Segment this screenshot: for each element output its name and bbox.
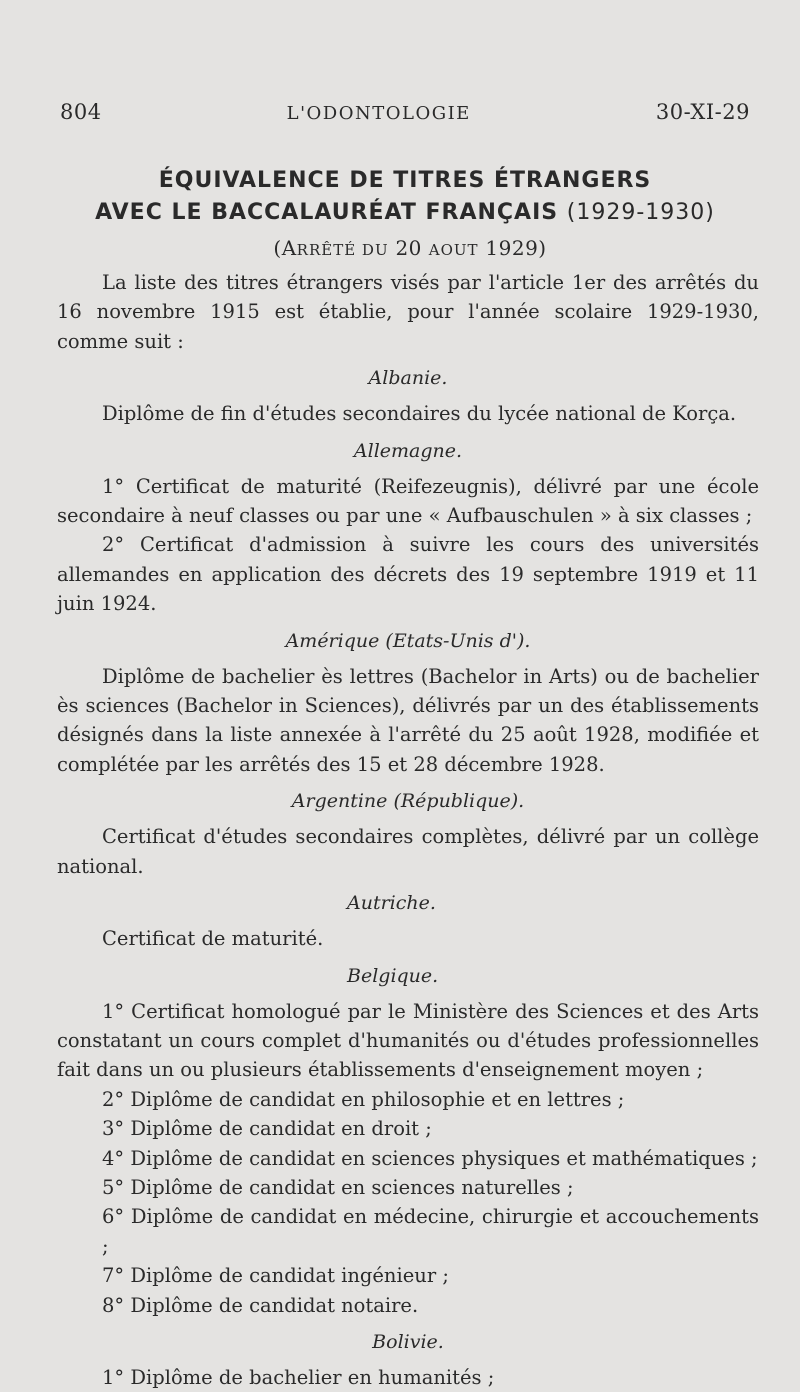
belgique-item-6: 6° Diplôme de candidat en médecine, chirurgie et accouchements ;	[102, 1205, 759, 1258]
section-heading-argentine: Argentine (République).	[291, 790, 525, 813]
arrete-open: (	[273, 236, 282, 260]
autriche-item-1: Certificat de maturité.	[102, 927, 324, 951]
allemagne-item-1: 1° Certificat de maturité (Reifezeugnis), délivré par une école secondaire à neuf classes ou par une « Aufbauschulen » à six classes ;	[57, 474, 759, 528]
title-line-2	[70, 202, 740, 224]
belgique-item-5: 5° Diplôme de candidat en sciences naturelles ;	[102, 1175, 574, 1199]
journal-title: L'ODONTOLOGIE	[286, 103, 471, 124]
bolivie-item-1: 1° Diplôme de bachelier en humanités ;	[102, 1365, 495, 1389]
document-body	[57, 268, 759, 1392]
belgique-item-7: 7° Diplôme de candidat ingénieur ;	[102, 1264, 449, 1288]
title-years: (1929-1930)	[566, 200, 715, 225]
arrete-cap: A	[281, 236, 297, 260]
amerique-item-1: Diplôme de bachelier ès lettres (Bachelor in Arts) ou de bachelier ès sciences (Bachelor in Sciences), délivrés par un des établissements désignés dans la liste annexée à l'arrêté du 25 août 1928, modifiée et complétée par les arrêtés des 15 et 28 décembre 1928.	[57, 664, 759, 776]
albanie-item-1: Diplôme de fin d'études secondaires du lycée national de Korça.	[102, 402, 737, 426]
belgique-item-2: 2° Diplôme de candidat en philosophie et en lettres ;	[102, 1087, 625, 1111]
section-heading-bolivie: Bolivie.	[372, 1330, 444, 1353]
belgique-item-8: 8° Diplôme de candidat notaire.	[102, 1293, 419, 1317]
section-heading-belgique: Belgique.	[347, 964, 439, 987]
section-heading-autriche: Autriche.	[347, 892, 436, 915]
allemagne-item-2: 2° Certificat d'admission à suivre les cours des universités allemandes en application des décrets des 19 septembre 1919 et 11 juin 1924.	[57, 533, 759, 616]
title-line-1: ÉQUIVALENCE DE TITRES ÉTRANGERS	[158, 168, 652, 193]
section-heading-amerique: Amérique (Etats-Unis d').	[285, 629, 531, 652]
page-number: 804	[60, 100, 102, 124]
running-header	[60, 100, 750, 124]
arrete-month: AOUT	[428, 241, 479, 259]
argentine-item-1: Certificat d'études secondaires complètes, délivré par un collège national.	[57, 825, 759, 878]
arrete-smallcaps: RRÊTÉ DU	[296, 241, 389, 259]
section-heading-allemagne: Allemagne.	[353, 439, 463, 462]
belgique-item-1: 1° Certificat homologué par le Ministère des Sciences et des Arts constatant un cours complet d'humanités ou d'études professionnelles fait dans un ou plusieurs établissements d'enseignement moyen ;	[57, 999, 759, 1082]
arrete-line	[60, 236, 760, 260]
belgique-item-4: 4° Diplôme de candidat en sciences physiques et mathématiques ;	[102, 1146, 758, 1170]
issue-date: 30-XI-29	[655, 100, 750, 124]
belgique-item-3: 3° Diplôme de candidat en droit ;	[102, 1117, 432, 1141]
title-line-2-text: AVEC LE BACCALAURÉAT FRANÇAIS	[95, 200, 559, 225]
section-heading-albanie: Albanie.	[368, 367, 448, 390]
arrete-day: 20	[388, 236, 429, 260]
arrete-year: 1929)	[478, 236, 547, 260]
intro-paragraph: La liste des titres étrangers visés par l'article 1er des arrêtés du 16 novembre 1915 est établie, pour l'année scolaire 1929-1930, comme suit :	[57, 271, 759, 353]
